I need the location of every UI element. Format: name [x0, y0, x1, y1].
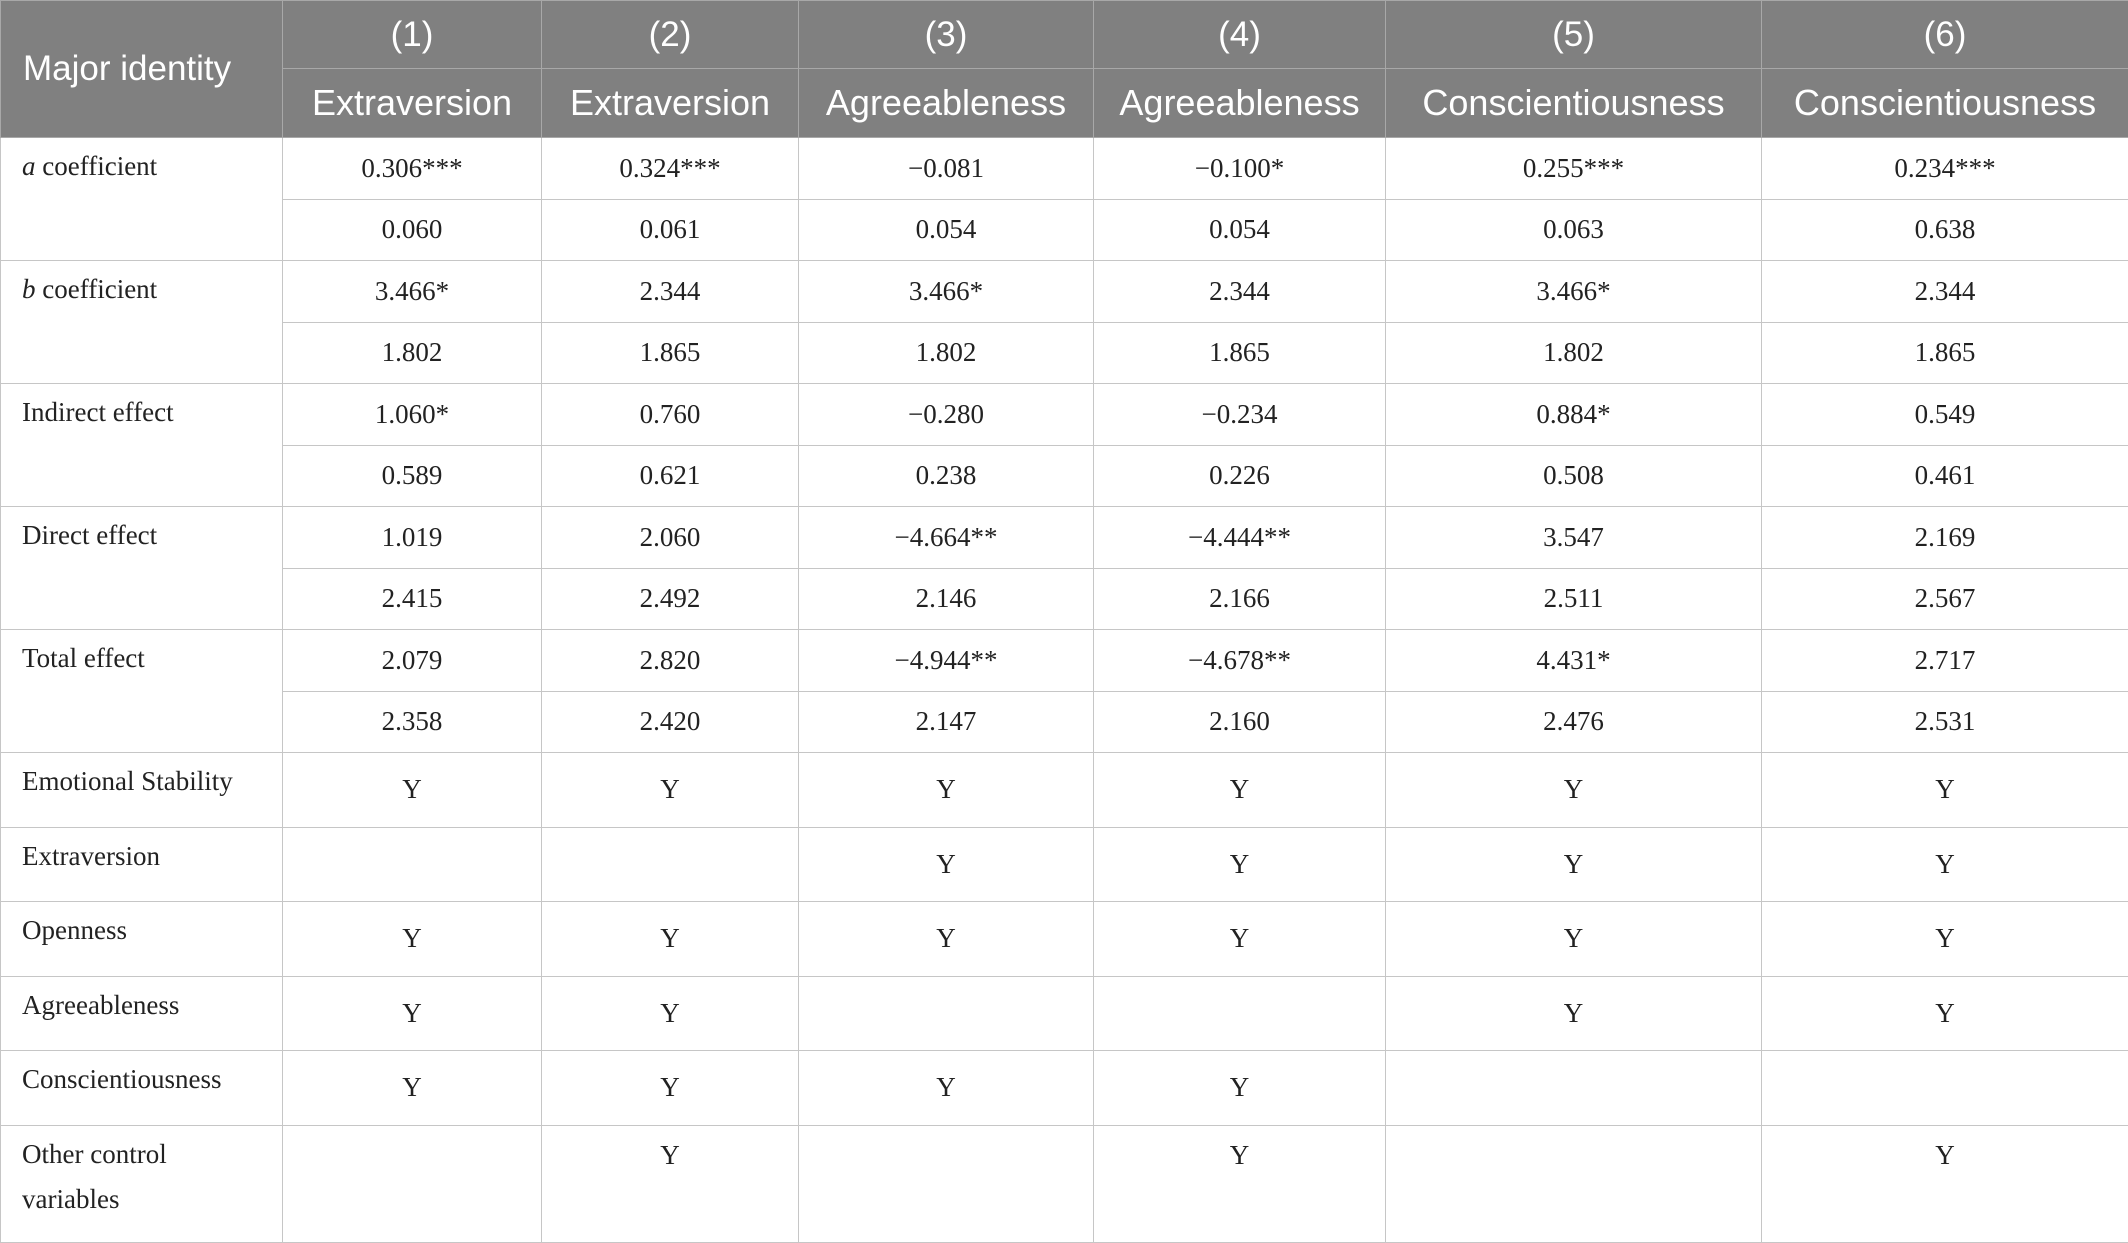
table-row	[1, 902, 2128, 977]
estimate-cell: −0.081	[799, 138, 1094, 200]
estimate-cell: 2.344	[542, 261, 799, 323]
column-number-6: (6)	[1762, 1, 2128, 69]
row-label	[1, 630, 283, 753]
control-mark-cell	[283, 827, 542, 902]
row-label-text: coefficient	[36, 274, 158, 304]
table-row	[1, 568, 2128, 630]
control-mark-cell: Y	[1386, 827, 1762, 902]
estimate-cell: 0.760	[542, 384, 799, 446]
control-mark-cell: Y	[1762, 753, 2128, 828]
control-label: Conscientiousness	[1, 1051, 283, 1126]
standard-error-cell: 2.147	[799, 691, 1094, 753]
control-mark-cell: Y	[1094, 902, 1386, 977]
standard-error-cell: 2.511	[1386, 568, 1762, 630]
table-row	[1, 753, 2128, 828]
row-label	[1, 507, 283, 630]
table-body	[1, 138, 2128, 1243]
column-trait-2: Extraversion	[542, 69, 799, 138]
control-mark-cell: Y	[1386, 753, 1762, 828]
control-mark-cell: Y	[283, 902, 542, 977]
standard-error-cell: 2.166	[1094, 568, 1386, 630]
estimate-cell: 2.169	[1762, 507, 2128, 569]
estimate-cell: 1.019	[283, 507, 542, 569]
row-label	[1, 138, 283, 261]
control-mark-cell: Y	[1094, 1051, 1386, 1126]
standard-error-cell: 1.865	[1094, 322, 1386, 384]
estimate-cell: 4.431*	[1386, 630, 1762, 692]
standard-error-cell: 2.358	[283, 691, 542, 753]
control-mark-cell: Y	[1762, 1125, 2128, 1242]
standard-error-cell: 2.492	[542, 568, 799, 630]
control-mark-cell: Y	[1762, 976, 2128, 1051]
column-trait-3: Agreeableness	[799, 69, 1094, 138]
estimate-cell: −0.280	[799, 384, 1094, 446]
estimate-cell: 2.717	[1762, 630, 2128, 692]
control-mark-cell: Y	[1386, 902, 1762, 977]
estimate-cell: 0.324***	[542, 138, 799, 200]
standard-error-cell: 0.060	[283, 199, 542, 261]
control-label: Extraversion	[1, 827, 283, 902]
control-mark-cell: Y	[1094, 753, 1386, 828]
control-label-line: variables	[22, 1184, 282, 1215]
table-row	[1, 1051, 2128, 1126]
control-mark-cell: Y	[799, 753, 1094, 828]
column-number-3: (3)	[799, 1, 1094, 69]
estimate-cell: 0.234***	[1762, 138, 2128, 200]
control-mark-cell	[1386, 1051, 1762, 1126]
table-row	[1, 976, 2128, 1051]
row-label-italic: b	[22, 274, 36, 304]
table-row	[1, 827, 2128, 902]
estimate-cell: 2.820	[542, 630, 799, 692]
column-number-5: (5)	[1386, 1, 1762, 69]
control-mark-cell: Y	[542, 902, 799, 977]
estimate-cell: 3.466*	[283, 261, 542, 323]
standard-error-cell: 2.160	[1094, 691, 1386, 753]
standard-error-cell: 0.063	[1386, 199, 1762, 261]
standard-error-cell: 0.621	[542, 445, 799, 507]
estimate-cell: −4.664**	[799, 507, 1094, 569]
row-label-text: coefficient	[36, 151, 158, 181]
control-mark-cell: Y	[283, 1051, 542, 1126]
control-mark-cell	[1762, 1051, 2128, 1126]
estimate-cell: 1.060*	[283, 384, 542, 446]
standard-error-cell: 1.802	[1386, 322, 1762, 384]
control-label: Emotional Stability	[1, 753, 283, 828]
estimate-cell: 0.884*	[1386, 384, 1762, 446]
control-mark-cell: Y	[799, 1051, 1094, 1126]
control-mark-cell	[799, 1125, 1094, 1242]
standard-error-cell: 0.238	[799, 445, 1094, 507]
estimate-cell: 3.466*	[1386, 261, 1762, 323]
estimate-cell: −4.944**	[799, 630, 1094, 692]
standard-error-cell: 0.061	[542, 199, 799, 261]
column-trait-6: Conscientiousness	[1762, 69, 2128, 138]
control-label: Openness	[1, 902, 283, 977]
standard-error-cell: 0.638	[1762, 199, 2128, 261]
standard-error-cell: 2.567	[1762, 568, 2128, 630]
control-label: Agreeableness	[1, 976, 283, 1051]
control-mark-cell: Y	[799, 827, 1094, 902]
standard-error-cell: 0.461	[1762, 445, 2128, 507]
control-mark-cell: Y	[1762, 902, 2128, 977]
table-row	[1, 1125, 2128, 1242]
control-mark-cell: Y	[1094, 1125, 1386, 1242]
estimate-cell: −0.100*	[1094, 138, 1386, 200]
table-row	[1, 507, 2128, 569]
table-row	[1, 691, 2128, 753]
table-row	[1, 630, 2128, 692]
estimate-cell: 3.547	[1386, 507, 1762, 569]
table-row	[1, 261, 2128, 323]
estimate-cell: 2.344	[1094, 261, 1386, 323]
table-row	[1, 322, 2128, 384]
control-label	[1, 1125, 283, 1242]
control-mark-cell	[799, 976, 1094, 1051]
row-label-italic: a	[22, 151, 36, 181]
control-mark-cell	[1386, 1125, 1762, 1242]
standard-error-cell: 0.508	[1386, 445, 1762, 507]
control-mark-cell: Y	[542, 1125, 799, 1242]
control-mark-cell: Y	[1094, 827, 1386, 902]
standard-error-cell: 0.054	[1094, 199, 1386, 261]
row-label	[1, 261, 283, 384]
control-mark-cell: Y	[542, 753, 799, 828]
table-row	[1, 384, 2128, 446]
estimate-cell: −0.234	[1094, 384, 1386, 446]
standard-error-cell: 2.146	[799, 568, 1094, 630]
estimate-cell: 2.060	[542, 507, 799, 569]
standard-error-cell: 1.865	[542, 322, 799, 384]
standard-error-cell: 0.589	[283, 445, 542, 507]
standard-error-cell: 2.415	[283, 568, 542, 630]
control-mark-cell: Y	[799, 902, 1094, 977]
row-label	[1, 384, 283, 507]
estimate-cell: 0.549	[1762, 384, 2128, 446]
estimate-cell: 0.255***	[1386, 138, 1762, 200]
standard-error-cell: 1.802	[799, 322, 1094, 384]
row-label-text: Direct effect	[22, 520, 157, 550]
estimate-cell: −4.678**	[1094, 630, 1386, 692]
corner-header: Major identity	[1, 1, 283, 138]
standard-error-cell: 1.865	[1762, 322, 2128, 384]
column-trait-1: Extraversion	[283, 69, 542, 138]
control-label-line: Other control	[22, 1139, 282, 1170]
control-mark-cell: Y	[1386, 976, 1762, 1051]
row-label-text: Indirect effect	[22, 397, 174, 427]
control-mark-cell: Y	[283, 976, 542, 1051]
table-row	[1, 445, 2128, 507]
control-mark-cell	[283, 1125, 542, 1242]
control-mark-cell	[542, 827, 799, 902]
estimate-cell: 3.466*	[799, 261, 1094, 323]
estimate-cell: −4.444**	[1094, 507, 1386, 569]
column-trait-5: Conscientiousness	[1386, 69, 1762, 138]
row-label-text: Total effect	[22, 643, 145, 673]
table-row	[1, 138, 2128, 200]
standard-error-cell: 1.802	[283, 322, 542, 384]
estimate-cell: 2.079	[283, 630, 542, 692]
standard-error-cell: 2.531	[1762, 691, 2128, 753]
estimate-cell: 0.306***	[283, 138, 542, 200]
column-number-4: (4)	[1094, 1, 1386, 69]
control-mark-cell: Y	[283, 753, 542, 828]
column-number-2: (2)	[542, 1, 799, 69]
table-row	[1, 199, 2128, 261]
control-mark-cell: Y	[542, 976, 799, 1051]
control-mark-cell	[1094, 976, 1386, 1051]
estimate-cell: 2.344	[1762, 261, 2128, 323]
standard-error-cell: 0.226	[1094, 445, 1386, 507]
column-trait-4: Agreeableness	[1094, 69, 1386, 138]
standard-error-cell: 0.054	[799, 199, 1094, 261]
standard-error-cell: 2.420	[542, 691, 799, 753]
control-mark-cell: Y	[1762, 827, 2128, 902]
column-number-1: (1)	[283, 1, 542, 69]
control-mark-cell: Y	[542, 1051, 799, 1126]
standard-error-cell: 2.476	[1386, 691, 1762, 753]
